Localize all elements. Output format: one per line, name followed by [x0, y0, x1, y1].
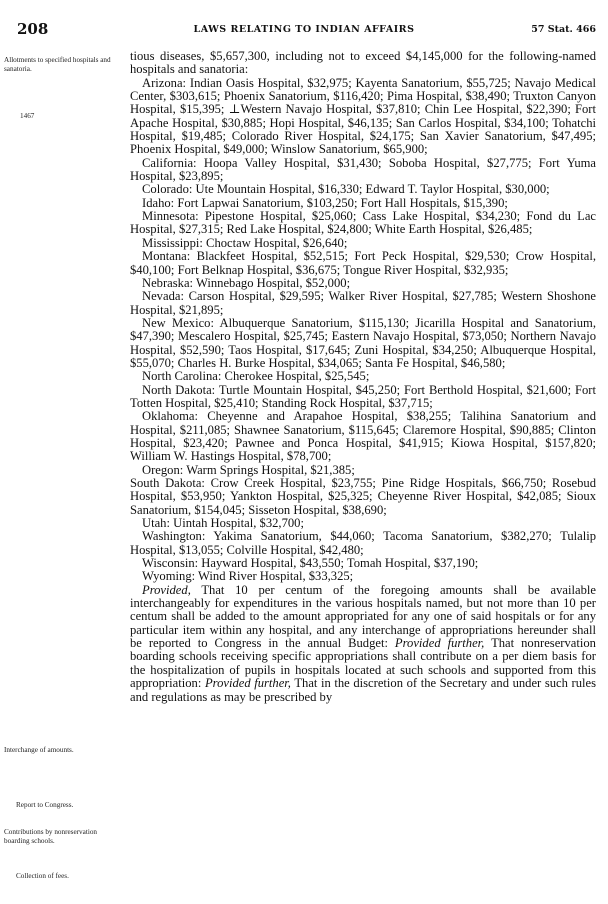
provided-label-1: Provided,	[142, 582, 191, 597]
margin-note-page-ref: 1467	[20, 112, 35, 120]
state-oklahoma: Oklahoma: Cheyenne and Arapahoe Hospital, $38,255; Talihina Sanatorium and Hospital, $211,085; Shawnee Sanatorium, $115,645; Claremore Hospital, $90,885; Clinton Hospital, $23,420; Pawnee and Ponca Hospital, $41,915; Kiowa Hospital, $157,820; William W. Hastings Hospital, $78,700;	[130, 409, 596, 464]
state-north-carolina: North Carolina: Cherokee Hospital, $25,545;	[142, 369, 370, 384]
statute-reference: 57 Stat. 466	[531, 24, 596, 35]
state-new-mexico: New Mexico: Albuquerque Sanatorium, $115,130; Jicarilla Hospital and Sanatorium, $47,390; Mescalero Hospital, $25,745; Eastern Navajo Hospital, $73,050; Northern Navajo Hospital, $52,590; Taos Hospital, $17,645; Zuni Hospital, $34,250; Albuquerque Hospital, $55,070; Charles H. Burke Hospital, $34,065; Santa Fe Hospital, $46,580;	[130, 315, 596, 370]
state-washington: Washington: Yakima Sanatorium, $44,060; Tacoma Sanatorium, $382,270; Tulalip Hospital, $13,055; Colville Hospital, $42,480;	[130, 529, 596, 557]
state-montana: Montana: Blackfeet Hospital, $52,515; Fort Peck Hospital, $29,530; Crow Hospital, $40,100; Fort Belknap Hospital, $36,675; Tongue River Hospital, $32,935;	[130, 249, 596, 277]
provided-paragraph	[130, 584, 596, 704]
state-colorado: Colorado: Ute Mountain Hospital, $16,330; Edward T. Taylor Hospital, $30,000;	[142, 182, 550, 197]
state-arizona: Arizona: Indian Oasis Hospital, $32,975; Kayenta Sanatorium, $55,725; Navajo Medical Center, $303,615; Phoenix Sanatorium, $116,420; Pima Hospital, $38,490; Truxton Canyon Hospital, $15,395; ⊥Western Navajo Hospital, $37,810; Chin Lee Hospital, $22,390; Fort Apache Hospital, $30,885; Hopi Hospital, $46,135; San Carlos Hospital, $34,100; Tohatchi Hospital, $19,485; Colorado River Hospital, $24,175; San Xavier Sanatorium, $47,495; Phoenix Hospital, $49,000; Winslow Sanatorium, $65,900;	[130, 75, 596, 157]
margin-note-report: Report to Congress.	[16, 801, 74, 809]
state-minnesota: Minnesota: Pipestone Hospital, $25,060; Cass Lake Hospital, $34,230; Fond du Lac Hospital, $27,315; Red Lake Hospital, $24,800; White Earth Hospital, $26,485;	[130, 209, 596, 237]
state-california: California: Hoopa Valley Hospital, $31,430; Soboba Hospital, $27,775; Fort Yuma Hospital, $23,895;	[130, 155, 596, 184]
state-oregon: Oregon: Warm Springs Hospital, $21,385;	[142, 462, 355, 477]
provided-label-2: Provided further,	[394, 636, 485, 651]
state-mississippi: Mississippi: Choctaw Hospital, $26,640;	[142, 235, 348, 250]
margin-note-allotments: Allotments to specified hospitals and sanatoria.	[4, 56, 111, 73]
state-nebraska: Nebraska: Winnebago Hospital, $52,000;	[142, 275, 351, 290]
provided-label-3: Provided further,	[204, 676, 291, 691]
provided-text-2: That nonreservation boarding schools receiving specific appropriations shall contribute on a per diem basis for the hospitalization of pupils in hospitals located at such schools and supported from this appropriation:	[130, 636, 596, 691]
page-number: 208	[17, 20, 49, 38]
margin-note-contributions: Contributions by nonreservation boarding schools.	[4, 828, 98, 845]
state-utah: Utah: Uintah Hospital, $32,700;	[142, 516, 304, 531]
main-text	[130, 50, 596, 704]
state-idaho: Idaho: Fort Lapwai Sanatorium, $103,250; Fort Hall Hospitals, $15,390;	[142, 195, 508, 210]
margin-note-fees: Collection of fees.	[16, 872, 69, 880]
page-header	[0, 20, 608, 42]
state-north-dakota: North Dakota: Turtle Mountain Hospital, $45,250; Fort Berthold Hospital, $21,600; Fort Totten Hospital, $25,410; Standing Rock Hospital, $37,715;	[130, 382, 596, 410]
state-wyoming: Wyoming: Wind River Hospital, $33,325;	[142, 569, 354, 584]
margin-note-interchange: Interchange of amounts.	[4, 746, 74, 754]
intro-paragraph: tious diseases, $5,657,300, including not to exceed $4,145,000 for the following-named hospitals and sanatoria:	[130, 49, 596, 77]
state-south-dakota: South Dakota: Crow Creek Hospital, $23,755; Pine Ridge Hospitals, $66,750; Rosebud Hospital, $53,950; Yankton Hospital, $25,325; Cheyenne River Hospital, $42,085; Sioux Sanatorium, $154,045; Sisseton Hospital, $38,690;	[130, 476, 596, 517]
state-wisconsin: Wisconsin: Hayward Hospital, $43,550; Tomah Hospital, $37,190;	[142, 556, 479, 571]
provided-text-1: That 10 per centum of the foregoing amounts shall be available interchangeably for expenditures in the various hospitals named, but not more than 10 per centum shall be added to the amount appropriated for any one of said hospitals or for any particular item within any hospital, and any interchange of appropriations hereunder shall be reported to Congress in the annual Budget:	[130, 582, 596, 651]
provided-text-3: That in the discretion of the Secretary and under such rules and regulations as may be prescribed by	[130, 676, 596, 704]
state-nevada: Nevada: Carson Hospital, $29,595; Walker River Hospital, $27,785; Western Shoshone Hospital, $21,895;	[130, 289, 596, 317]
running-title: LAWS RELATING TO INDIAN AFFAIRS	[193, 24, 415, 35]
